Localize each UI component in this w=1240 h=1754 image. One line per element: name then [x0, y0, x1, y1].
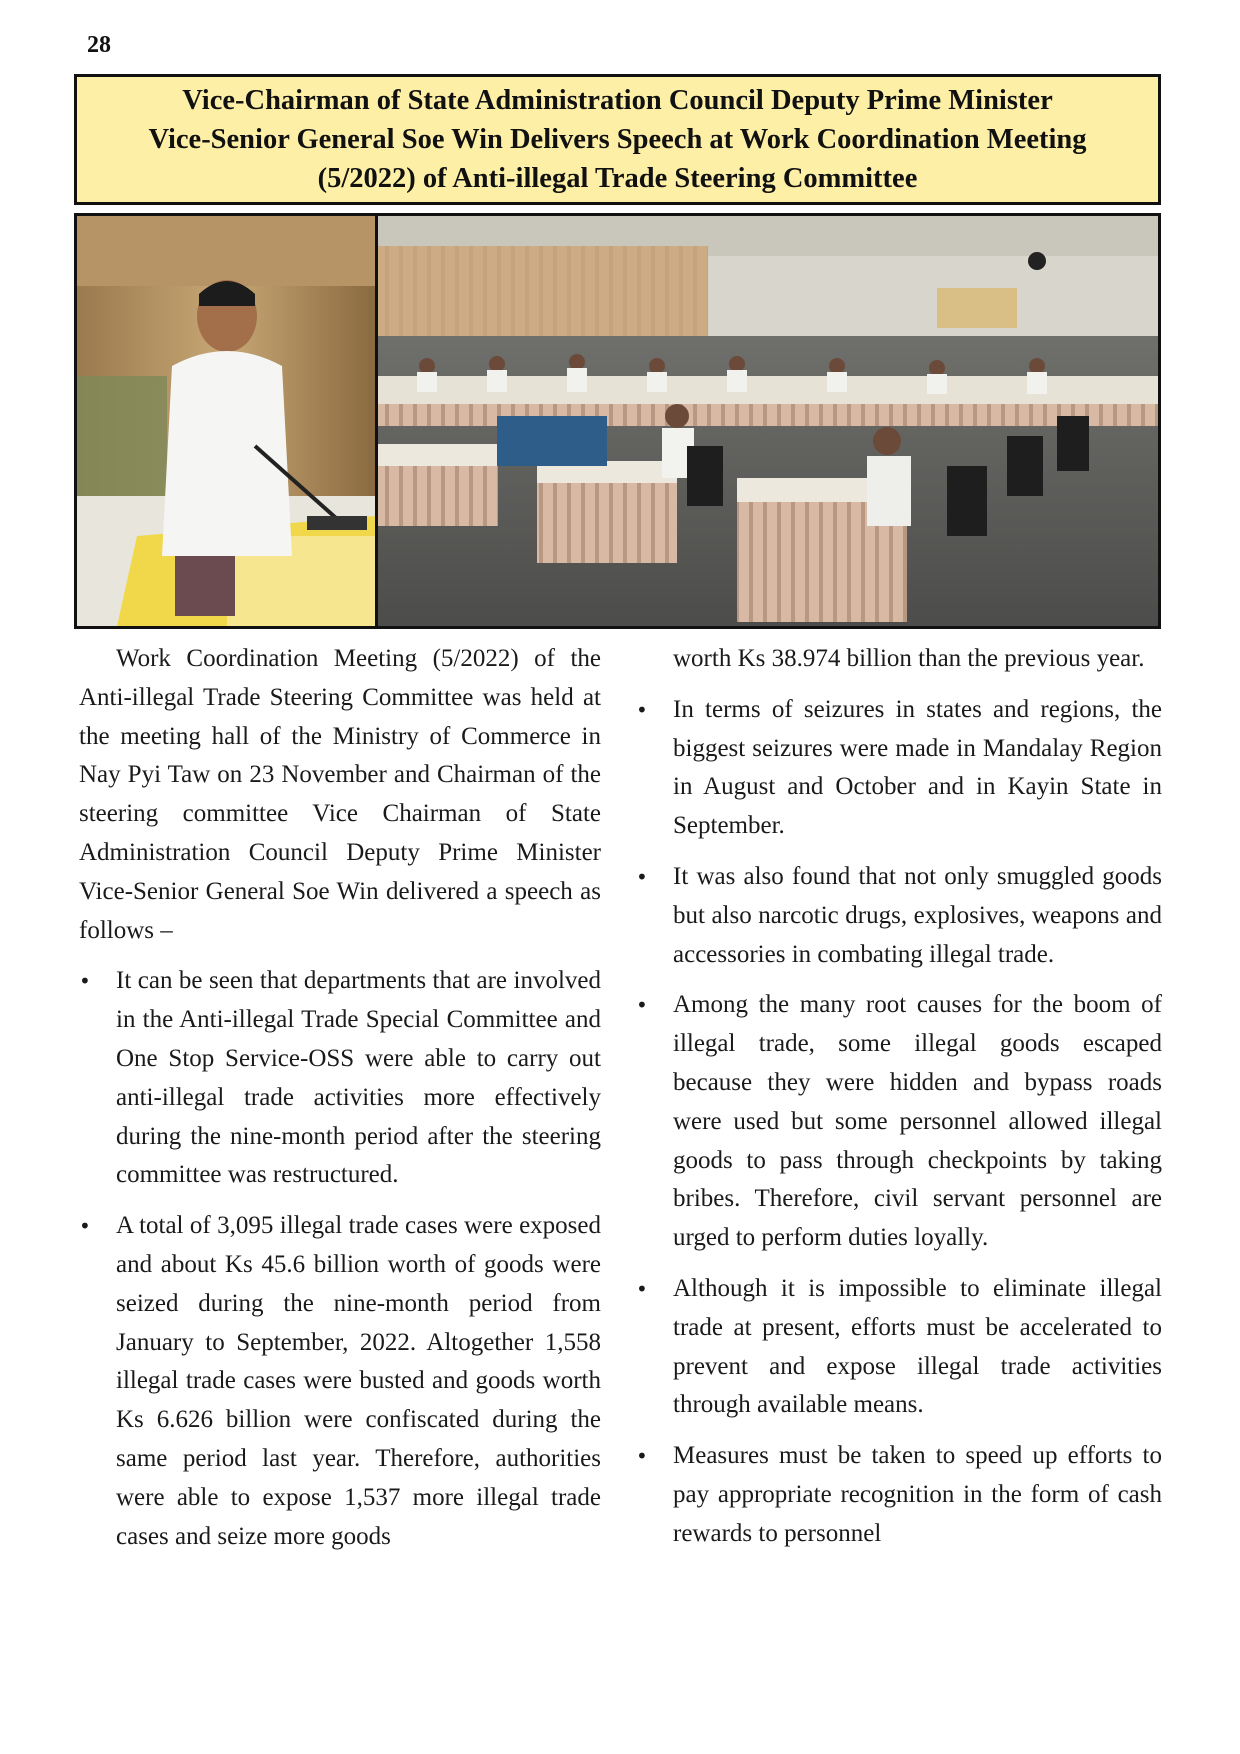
speaker-at-podium-photo — [77, 216, 375, 626]
headline-box — [74, 74, 1161, 205]
article-right-column — [636, 640, 1162, 1554]
list-item: • Although it is impossible to eliminate illegal trade at present, efforts must be accelerated to prevent and expose illegal trade activities through available means. — [636, 1270, 1162, 1425]
headline-line: Vice-Chairman of State Administration Council Deputy Prime Minister — [182, 85, 1053, 116]
list-item: • It was also found that not only smuggled goods but also narcotic drugs, explosives, weapons and accessories in combating illegal trade. — [636, 858, 1162, 974]
article-intro: Work Coordination Meeting (5/2022) of the Anti-illegal Trade Steering Committee was held at the meeting hall of the Ministry of Commerce in Nay Pyi Taw on 23 November and Chairman of the steering committee Vice Chairman of State Administration Council Deputy Prime Minister Vice-Senior General Soe Win delivered a speech as follows – — [79, 645, 601, 944]
headline-line: (5/2022) of Anti-illegal Trade Steering Committee — [317, 163, 918, 194]
meeting-hall-photo — [378, 216, 1158, 626]
bullet-continuation: worth Ks 38.974 billion than the previous year. — [673, 645, 1145, 672]
list-item: • A total of 3,095 illegal trade cases were exposed and about Ks 45.6 billion worth of goods were seized during the nine-month period from January to September, 2022. Altogether 1,558 illegal trade cases were busted and goods worth Ks 6.626 billion were confiscated during the same period last year. Therefore, authorities were able to expose 1,537 more illegal trade cases and seize more goods — [79, 1207, 601, 1556]
list-item: • Measures must be taken to speed up efforts to pay appropriate recognition in the form of cash rewards to personnel — [636, 1437, 1162, 1553]
page-number: 28 — [87, 32, 111, 58]
article-left-column — [79, 640, 601, 1556]
headline-line: Vice-Senior General Soe Win Delivers Speech at Work Coordination Meeting — [148, 124, 1087, 155]
list-item: • In terms of seizures in states and regions, the biggest seizures were made in Mandalay Region in August and October and in Kayin State in September. — [636, 691, 1162, 846]
list-item: • Among the many root causes for the boom of illegal trade, some illegal goods escaped because they were hidden and bypass roads were used but some personnel allowed illegal goods to pass through checkpoints by taking bribes. Therefore, civil servant personnel are urged to perform duties loyally. — [636, 986, 1162, 1258]
photo-frame — [74, 213, 1161, 629]
list-item: • It can be seen that departments that are involved in the Anti-illegal Trade Special Committee and One Stop Service-OSS were able to carry out anti-illegal trade activities more effectively during the nine-month period after the steering committee was restructured. — [79, 962, 601, 1195]
